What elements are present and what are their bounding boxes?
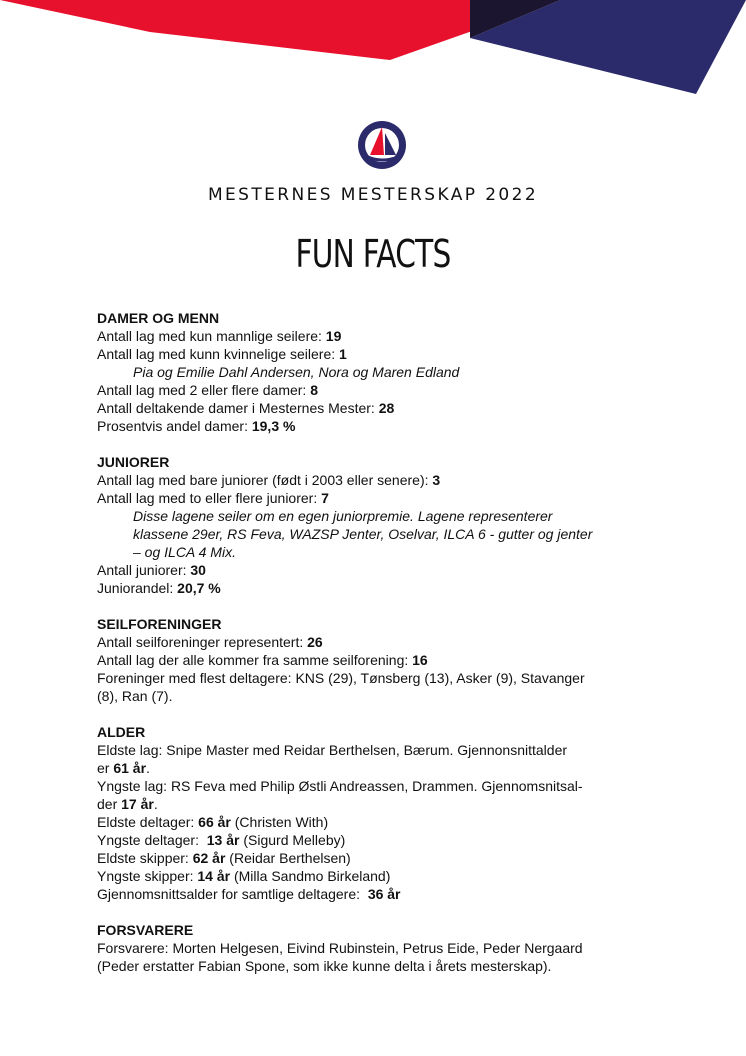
fact-line: Antall lag med 2 eller flere damer: 8 <box>97 382 319 398</box>
section-forsvarere <box>97 921 687 975</box>
fact-line: Foreninger med flest deltagere: KNS (29), Tønsberg (13), Asker (9), Stavanger <box>97 670 585 686</box>
fact-line: Antall lag med to eller flere juniorer: 7 <box>97 490 329 506</box>
section-heading: ALDER <box>97 724 146 740</box>
fact-line: Prosentvis andel damer: 19,3 % <box>97 418 296 434</box>
fact-line: Antall lag med kun mannlige seilere: 19 <box>97 328 342 344</box>
fact-line: Juniorandel: 20,7 % <box>97 580 221 596</box>
fact-note: klassene 29er, RS Feva, WAZSP Jenter, Oselvar, ILCA 6 - gutter og jenter <box>133 526 593 542</box>
fact-line: der 17 år. <box>97 796 158 812</box>
fact-line: Eldste lag: Snipe Master med Reidar Berthelsen, Bærum. Gjennonsnittalder <box>97 742 568 758</box>
fact-line: Eldste skipper: 62 år (Reidar Berthelsen) <box>97 850 351 866</box>
fact-line: Gjennomsnittsalder for samtlige deltagere: 36 år <box>97 886 401 902</box>
fact-line: Eldste deltager: 66 år (Christen With) <box>97 814 329 830</box>
fact-line: Antall juniorer: 30 <box>97 562 206 578</box>
fact-line: er 61 år. <box>97 760 150 776</box>
section-heading: FORSVARERE <box>97 922 194 938</box>
section-heading: SEILFORENINGER <box>97 616 222 632</box>
fact-line: Forsvarere: Morten Helgesen, Eivind Rubinstein, Petrus Eide, Peder Nergaard <box>97 940 583 956</box>
fact-line: (Peder erstatter Fabian Spone, som ikke kunne delta i årets mesterskap). <box>97 958 552 974</box>
fact-line: Yngste skipper: 14 år (Milla Sandmo Birkeland) <box>97 868 391 884</box>
section-heading: JUNIORER <box>97 454 170 470</box>
header-banner <box>0 0 746 100</box>
fact-line: Yngste deltager: 13 år (Sigurd Melleby) <box>97 832 346 848</box>
fact-note: – og ILCA 4 Mix. <box>133 544 236 560</box>
section-seilforeninger <box>97 615 687 705</box>
section-heading: DAMER OG MENN <box>97 310 220 326</box>
page-title: FUN FACTS <box>295 232 451 276</box>
fact-line: Antall seilforeninger representert: 26 <box>97 634 323 650</box>
section-alder <box>97 723 687 903</box>
fact-line: Yngste lag: RS Feva med Philip Østli Andreassen, Drammen. Gjennomsnitsal- <box>97 778 583 794</box>
fact-line: Antall deltakende damer i Mesternes Mester: 28 <box>97 400 395 416</box>
fact-note: Pia og Emilie Dahl Andersen, Nora og Maren Edland <box>133 364 460 380</box>
fact-sheet <box>97 309 687 993</box>
fact-note: Disse lagene seiler om en egen juniorpremie. Lagene representerer <box>133 508 553 524</box>
event-title: MESTERNES MESTERSKAP 2022 <box>207 185 539 205</box>
fact-line: Antall lag der alle kommer fra samme seilforening: 16 <box>97 652 428 668</box>
fact-line: Antall lag med bare juniorer (født i 2003 eller senere): 3 <box>97 472 441 488</box>
fact-line: (8), Ran (7). <box>97 688 173 704</box>
fact-line: Antall lag med kunn kvinnelige seilere: 1 <box>97 346 347 362</box>
sailboat-icon <box>356 119 408 171</box>
section-damer-og-menn <box>97 309 687 435</box>
section-juniorer <box>97 453 687 597</box>
